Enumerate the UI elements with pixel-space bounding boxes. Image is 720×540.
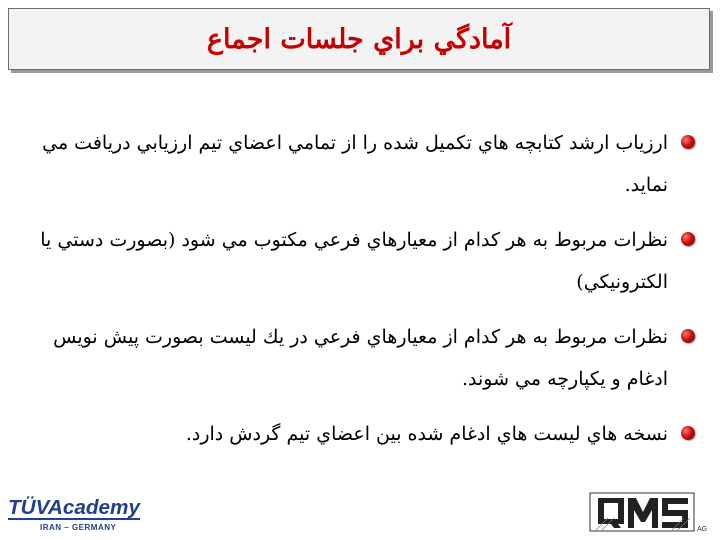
bullet-dot-icon bbox=[681, 426, 695, 440]
bullet-list bbox=[26, 122, 698, 468]
bullet-dot-icon bbox=[681, 232, 695, 246]
bullet-item bbox=[26, 122, 698, 206]
bullet-text: نسخه هاي ليست هاي ادغام شده بين اعضاي تيم گردش دارد. bbox=[185, 423, 668, 445]
qms-ag-logo bbox=[588, 490, 710, 534]
tuv-academy-logo-wordmark: TÜVAcademy bbox=[8, 497, 136, 519]
qms-ag-logo-suffix: AG bbox=[697, 526, 708, 533]
bullet-item bbox=[26, 219, 698, 303]
bullet-dot-icon bbox=[681, 329, 695, 343]
bullet-item bbox=[26, 413, 698, 455]
bullet-text: نظرات مربوط به هر كدام از معيارهاي فرعي در يك ليست بصورت پيش نويس ادغام و يكپارچه مي شوند. bbox=[53, 326, 668, 390]
tuv-academy-logo-subtitle: IRAN – GERMANY bbox=[40, 523, 117, 532]
bullet-text: نظرات مربوط به هر كدام از معيارهاي فرعي مكتوب مي شود (بصورت دستي يا الكترونيكي) bbox=[40, 229, 668, 293]
slide-title-box bbox=[8, 8, 710, 70]
slide-title: آمادگي براي جلسات اجماع bbox=[206, 23, 512, 55]
bullet-dot-icon bbox=[681, 135, 695, 149]
bullet-item bbox=[26, 316, 698, 400]
tuv-academy-logo bbox=[6, 492, 144, 534]
bullet-text: ارزياب ارشد كتابچه هاي تكميل شده را از تمامي اعضاي تيم ارزيابي دريافت مي نمايد. bbox=[42, 132, 668, 196]
